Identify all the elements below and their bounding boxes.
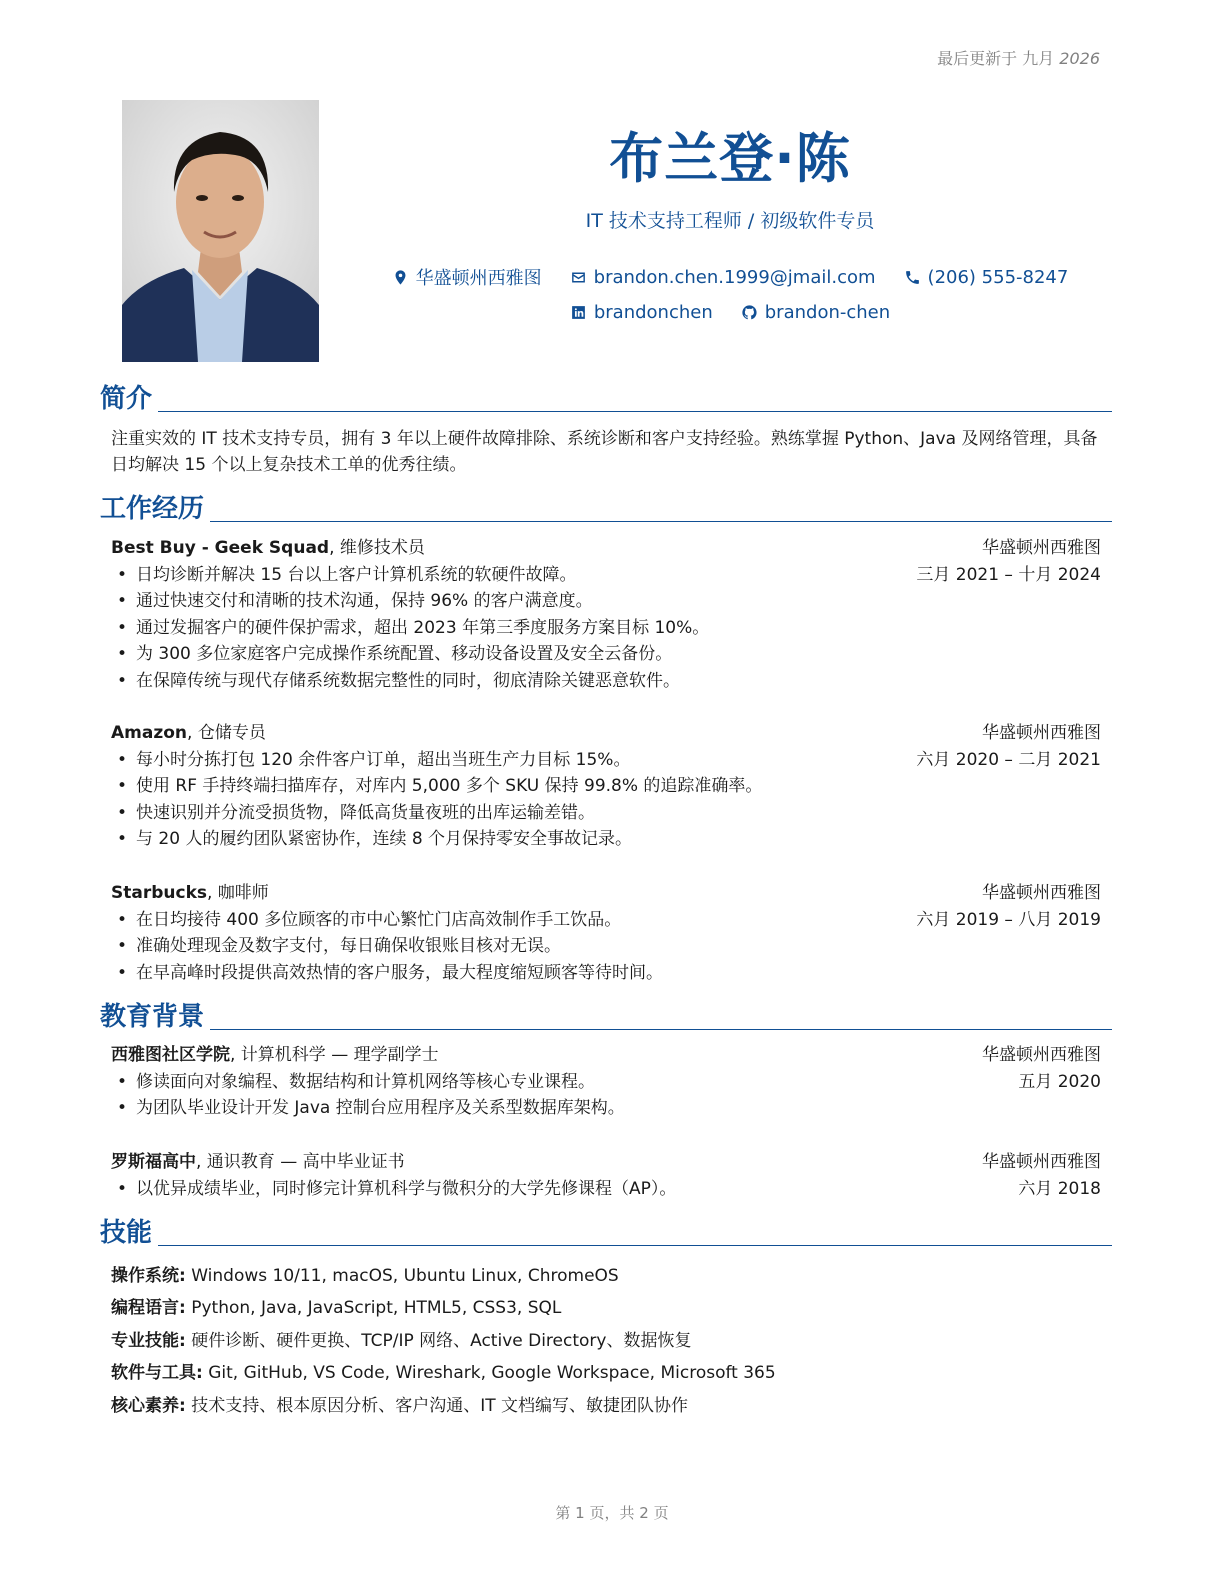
contact-email[interactable] (570, 264, 876, 290)
location-pin-icon (392, 269, 409, 286)
section-title: 工作经历 (100, 494, 205, 524)
entry-org-role (111, 1042, 439, 1069)
github-text: brandon-chen (764, 302, 891, 323)
entry-role: , 计算机科学 — 理学副学士 (230, 1045, 439, 1065)
skill-value: 技术支持、根本原因分析、客户沟通、IT 文档编写、敏捷团队协作 (185, 1395, 689, 1416)
entry-role: , 维修技术员 (329, 538, 425, 558)
section-experience-heading (100, 494, 1112, 524)
phone-text: (206) 555-8247 (927, 266, 1069, 288)
skill-label: 软件与工具: (111, 1363, 203, 1384)
education-entry (111, 1149, 1101, 1202)
entry-dates: 三月 2021 – 十月 2024 (916, 564, 1101, 585)
contact-linkedin[interactable] (570, 302, 713, 323)
entry-location: 华盛顿州西雅图 (982, 883, 1101, 903)
bullet-item: • 日均诊断并解决 15 台以上客户计算机系统的软硬件故障。 (111, 562, 1101, 589)
education-entry (111, 1042, 1101, 1122)
section-title: 技能 (100, 1218, 153, 1248)
phone-icon (904, 269, 921, 286)
entry-org: 罗斯福高中 (111, 1152, 196, 1172)
github-icon (741, 304, 758, 321)
entry-location: 华盛顿州西雅图 (982, 1152, 1101, 1172)
skill-row (111, 1325, 1101, 1357)
entry-header (111, 1042, 1101, 1069)
entry-bullets (111, 747, 1101, 853)
entry-org: Amazon (111, 723, 188, 743)
last-updated-year: 2026 (1059, 49, 1100, 68)
section-title: 教育背景 (100, 1002, 205, 1032)
skill-label: 编程语言: (111, 1298, 186, 1319)
skill-row (111, 1292, 1101, 1324)
entry-org: Starbucks (111, 883, 207, 903)
skill-label: 专业技能: (111, 1330, 186, 1351)
contact-location (392, 264, 542, 290)
section-rule (210, 521, 1112, 522)
entry-role: , 仓储专员 (187, 723, 266, 743)
skill-value: Windows 10/11, macOS, Ubuntu Linux, ChromeOS (185, 1266, 619, 1286)
skill-row (111, 1390, 1101, 1422)
entry-bullets (111, 1176, 1101, 1203)
bullet-item: • 在日均接待 400 多位顾客的市中心繁忙门店高效制作手工饮品。 (111, 907, 1101, 934)
entry-bullets (111, 1069, 1101, 1122)
skill-label: 操作系统: (111, 1266, 186, 1286)
bullet-item: • 为 300 多位家庭客户完成操作系统配置、移动设备设置及安全云备份。 (111, 641, 1101, 668)
bullet-item: • 为团队毕业设计开发 Java 控制台应用程序及关系型数据库架构。 (111, 1095, 1101, 1122)
entry-org-role (111, 720, 266, 747)
linkedin-text: brandonchen (593, 302, 713, 323)
entry-bullets (111, 562, 1101, 695)
skill-value: Git, GitHub, VS Code, Wireshark, Google Workspace, Microsoft 365 (202, 1363, 776, 1384)
entry-dates: 五月 2020 (1018, 1071, 1101, 1092)
candidate-name: 布兰登·陈 (609, 127, 851, 190)
bullet-item: • 在保障传统与现代存储系统数据完整性的同时，彻底清除关键恶意软件。 (111, 668, 1101, 695)
entry-header (111, 1149, 1101, 1176)
section-title: 简介 (100, 384, 153, 414)
entry-dates: 六月 2018 (1018, 1178, 1101, 1199)
contact-row-secondary (330, 302, 1130, 323)
entry-org: Best Buy - Geek Squad (111, 538, 330, 558)
section-education-heading (100, 1002, 1112, 1032)
entry-header (111, 535, 1101, 562)
linkedin-icon (570, 304, 587, 321)
bullet-item: • 使用 RF 手持终端扫描库存，对库内 5,000 多个 SKU 保持 99.8% 的追踪准确率。 (111, 773, 1101, 800)
section-rule (158, 411, 1112, 412)
bullet-item: • 通过发掘客户的硬件保护需求，超出 2023 年第三季度服务方案目标 10%。 (111, 615, 1101, 642)
job-title: IT 技术支持工程师 / 初级软件专员 (585, 210, 875, 232)
section-summary-heading (100, 384, 1112, 414)
bullet-item: • 每小时分拣打包 120 余件客户订单，超出当班生产力目标 15%。 (111, 747, 1101, 774)
bullet-item: • 通过快速交付和清晰的技术沟通，保持 96% 的客户满意度。 (111, 588, 1101, 615)
contact-phone[interactable] (904, 264, 1069, 290)
entry-header (111, 720, 1101, 747)
contact-github[interactable] (741, 302, 890, 323)
skills-list (111, 1260, 1101, 1422)
last-updated (937, 46, 1100, 69)
experience-entry (111, 720, 1101, 853)
entry-role: , 通识教育 — 高中毕业证书 (196, 1152, 405, 1172)
entry-header (111, 880, 1101, 907)
last-updated-prefix: 最后更新于 九月 (937, 49, 1055, 68)
entry-dates: 六月 2020 – 二月 2021 (916, 749, 1101, 770)
experience-entry (111, 880, 1101, 986)
skill-value: Python, Java, JavaScript, HTML5, CSS3, SQL (185, 1298, 562, 1319)
email-text: brandon.chen.1999@jmail.com (593, 266, 876, 288)
entry-org: 西雅图社区学院 (111, 1045, 230, 1065)
entry-dates: 六月 2019 – 八月 2019 (916, 909, 1101, 930)
entry-bullets (111, 907, 1101, 987)
experience-entry (111, 535, 1101, 694)
profile-photo (122, 100, 319, 362)
skill-label: 核心素养: (111, 1395, 186, 1416)
entry-org-role (111, 880, 269, 907)
entry-location: 华盛顿州西雅图 (982, 538, 1101, 558)
skill-row (111, 1260, 1101, 1292)
bullet-item: • 在早高峰时段提供高效热情的客户服务，最大程度缩短顾客等待时间。 (111, 960, 1101, 987)
bullet-item: • 与 20 人的履约团队紧密协作，连续 8 个月保持零安全事故记录。 (111, 826, 1101, 853)
contact-row-primary (330, 264, 1130, 290)
entry-location: 华盛顿州西雅图 (982, 723, 1101, 743)
entry-org-role (111, 1149, 405, 1176)
skill-row (111, 1357, 1101, 1389)
section-rule (210, 1029, 1112, 1030)
section-rule (158, 1245, 1112, 1246)
entry-role: , 咖啡师 (207, 883, 269, 903)
bullet-item: • 快速识别并分流受损货物，降低高货量夜班的出库运输差错。 (111, 800, 1101, 827)
entry-location: 华盛顿州西雅图 (982, 1045, 1101, 1065)
summary-text: 注重实效的 IT 技术支持专员，拥有 3 年以上硬件故障排除、系统诊断和客户支持经验。熟练掌握 Python、Java 及网络管理，具备日均解决 15 个以上复杂技术工单的优秀往绩。 (111, 429, 1098, 475)
mail-icon (570, 269, 587, 286)
skill-value: 硬件诊断、硬件更换、TCP/IP 网络、Active Directory、数据恢复 (185, 1330, 692, 1351)
section-skills-heading (100, 1218, 1112, 1248)
page-number: 第 1 页，共 2 页 (555, 1504, 669, 1522)
location-text: 华盛顿州西雅图 (415, 268, 542, 289)
bullet-item: • 以优异成绩毕业，同时修完计算机科学与微积分的大学先修课程（AP）。 (111, 1176, 1101, 1203)
bullet-item: • 准确处理现金及数字支付，每日确保收银账目核对无误。 (111, 933, 1101, 960)
entry-org-role (111, 535, 425, 562)
bullet-item: • 修读面向对象编程、数据结构和计算机网络等核心专业课程。 (111, 1069, 1101, 1096)
